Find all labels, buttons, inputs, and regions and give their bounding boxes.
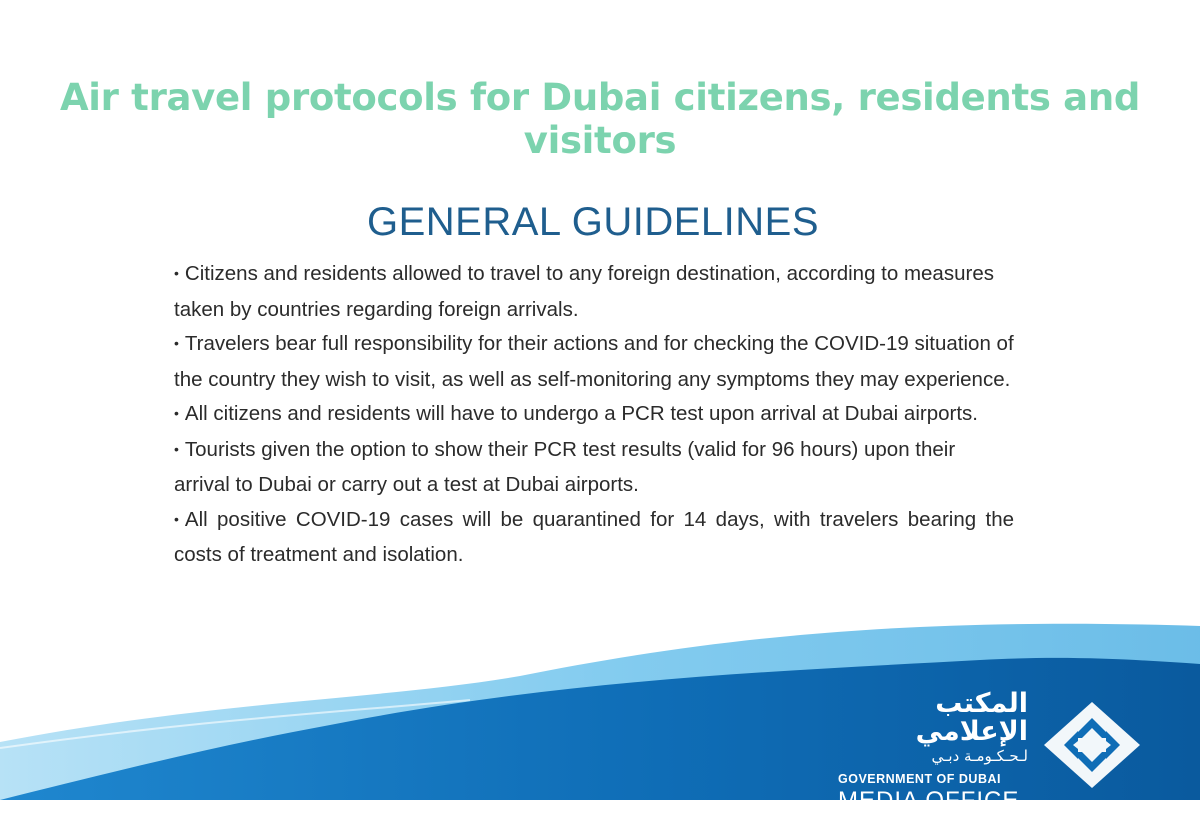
section-title: GENERAL GUIDELINES (366, 200, 820, 244)
media-office-brand (838, 690, 1038, 815)
list-item-text: Travelers bear full responsibility for their actions and for checking the COVID-19 situation of the country they wish to visit, as well as self-monitoring any symptoms they may experience. (174, 332, 1014, 391)
media-office-label: MEDIA OFFICE (838, 787, 1020, 814)
headline: Air travel protocols for Dubai citizens, residents and visitors (59, 76, 1141, 162)
list-item-text: Tourists given the option to show their PCR test results (valid for 96 hours) upon their arrival to Dubai or carry out a test at Dubai airports. (174, 437, 956, 496)
arabic-office-name: المكتب الإعلامي (915, 688, 1028, 747)
government-of-dubai-label: GOVERNMENT OF DUBAI (838, 772, 1001, 786)
arabic-government-name: لـحـكـومـة دبـي (931, 747, 1028, 765)
list-item-text: All positive COVID-19 cases will be quarantined for 14 days, with travelers bearing the costs of treatment and isolation. (174, 507, 1014, 566)
list-item-text: All citizens and residents will have to undergo a PCR test upon arrival at Dubai airports. (184, 402, 978, 425)
media-office-logo-icon (1042, 700, 1142, 790)
list-item-text: Citizens and residents allowed to travel to any foreign destination, according to measures taken by countries regarding foreign arrivals. (174, 262, 994, 321)
